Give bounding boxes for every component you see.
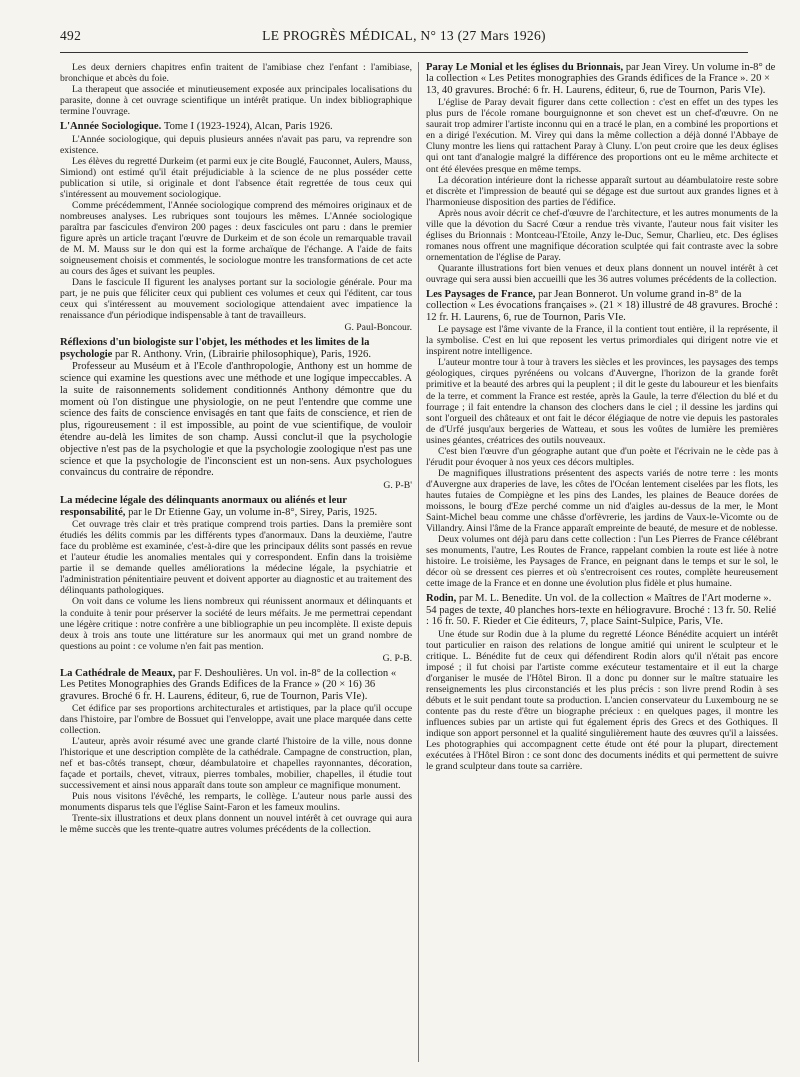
paragraph: Une étude sur Rodin due à la plume du regretté Léonce Bénédite acquiert un intérêt tout particulier en raison des relations de longue amitié qui unirent le sculpteur et le critique. L. Bénédite fut de ceux qui défendirent Rodin alors qu'il n'était pas encore imposé ; il fut choisi par l'artiste comme exécuteur testamentaire et il eut la charge d'organiser le musée de l'Hôtel Biron. Il a donc pu donner sur le maître statuaire les renseignements les plus circonstanciés et les plus précis : son livre prend Rodin à ses débuts et le suit pendant toute sa production. L'ancien conservateur du Luxembourg ne se contente pas du reste d'être un biographe précieux : en quelques pages, il montre les influences subies par un artiste qui fut également épris des Grecs et des Gothiques. Il indique son apport personnel et la qualité singulièrement haute des œuvres qu'il a laissées. Les photographies qui accompagnent cette étude ont été pour la plupart, directement exécutées à l'Hôtel Biron : ce sont donc des documents inédits et qui permettent de suivre le grand sculpteur dans toute sa carrière. (426, 628, 778, 773)
paragraph: Les élèves du regretté Durkeim (et parmi eux je cite Bouglé, Fauconnet, Aulers, Mauss, Simiond) ont estimé qu'il était préjudiciable à la science de ne plus posséder cette publication si utile, si originale et dont l'absence était regrettée de tous ceux qui s'intéressent au mouvement sociologique. (60, 155, 412, 200)
paragraph: L'auteur, après avoir résumé avec une grande clarté l'histoire de la ville, nous donne l'historique et une description complète de la cathédrale. Campagne de construction, plan, nef et bas-côtés transept, chœur, déambulatoire et chapelles rayonnantes, décoration, façade et portails, chevet, vitraux, pierres tombales, mobilier, chapelles, il étudie tout successivement et ainsi nous apparaît dans toute son ampleur ce magnifique monument. (60, 736, 412, 792)
paragraph: Quarante illustrations fort bien venues et deux plans donnent un nouvel intérêt à cet ouvrage qui sera aussi bien accueilli que les 36 autres volumes précédents de la collection. (426, 262, 778, 285)
paragraph: Le paysage est l'âme vivante de la France, il la contient tout entière, il la représente, il la symbolise. C'est en lui que reposent les vertus primordiales qui dirigent notre vie et inspirent notre intelligence. (426, 324, 778, 358)
review-heading-reflexions-biologiste (60, 337, 412, 360)
review-title: Réflexions d'un biologiste sur l'objet, les méthodes et les limites de la psychologie (60, 337, 370, 360)
header-rule (60, 52, 748, 53)
column-divider (418, 62, 419, 1062)
review-heading-rodin (426, 593, 778, 627)
paragraph: C'est bien l'œuvre d'un géographe autant que d'un poète et l'écrivain ne le cède pas à l'érudit pour évoquer à nos yeux ces décors multiples. (426, 445, 778, 468)
paragraph: Trente-six illustrations et deux plans donnent un nouvel intérêt à cet ouvrage qui aura le même succès que les trente-quatre autres volumes précédents de la collection. (60, 813, 412, 836)
paragraph: L'auteur montre tour à tour à travers les siècles et les provinces, les paysages des temps géologiques, cirques pyrénéens ou volcans d'Auvergne, l'horizon de la grande forêt primitive et la beauté des arbres qui la peuplent ; il dit le geste du laboureur et les bienfaits de la terre, et comment la France est restée, après la Gaule, la terre d'élection du blé et du fourrage ; il fait entendre la chanson des clochers dans le ciel ; il dessine les jardins qui sont l'orgueil des châteaux et ont fait le décor élégiaque de notre vie depuis les pastorales de d'Urfé jusqu'aux bergeries de Watteau, et sous les voûtes de lumière les premières usines géantes, créatrices des outils nouveaux. (426, 357, 778, 446)
review-reference: par Jean Bonnerot. Un volume grand in-8° de la collection « Les évocations françaises ». (21 × 18) illustré de 48 gravures. Broché : 12 fr. H. Laurens, 6, rue de Tournon, Paris VIe. (426, 289, 778, 323)
review-reference: par Jean Virey. Un volume in-8° de la collection « Les Petites monographies des Grands édifices de la France ». 20 × 13, 40 gravures. Broché: 6 fr. H. Laurens, éditeur, 6, rue de Tournon, Paris VIe). (426, 62, 776, 96)
review-reference: par M. L. Benedite. Un vol. de la collection « Maîtres de l'Art moderne ». 54 pages de texte, 40 planches hors-texte en héliogravure. Broché : 13 fr. 50. Relié : 16 fr. 50. F. Rieder et Cie éditeurs, 7, place Saint-Sulpice, Paris, VIe. (426, 593, 777, 628)
review-title: La Cathédrale de Meaux, (60, 667, 176, 679)
review-title: Paray Le Monial et les églises du Brionnais, (426, 62, 624, 73)
paragraph: Comme précédemment, l'Année sociologique comprend des mémoires originaux et de nombreuses analyses. Les rubriques sont toujours les mêmes. L'Année sociologique paraîtra par fascicules d'environ 200 pages : deux fascicules ont paru : dans le premier figure après un article traçant l'œuvre de Durkeim et de son école un remarquable travail de M. M. Mauss sur le don qui est la forme archaïque de l'échange. A l'aide de faits soigneusement choisis et commentés, le sociologue montre les transformations de cet acte au cours des âges et suivant les peuples. (60, 199, 412, 278)
review-reference: Tome I (1923-1924), Alcan, Paris 1926. (163, 121, 333, 133)
review-signature: G. P-B' (383, 480, 412, 492)
page-header (60, 28, 748, 44)
paragraph: Dans le fascicule II figurent les analyses portant sur la sociologie générale. Pour ma part, je ne puis que féliciter ceux qui publient ces volumes et ceux qui l'éditent, car tous ceux qui s'intéressent au mouvement sociologique attendaient avec impatience la renaissance d'un périodique indispensable à tant de travailleurs. (60, 277, 412, 322)
paragraph: L'église de Paray devait figurer dans cette collection : c'est en effet un des types les plus purs de l'école romane bourguignonne et son chevet est un chef-d'œuvre. On ne saurait trop admirer l'artiste inconnu qui en a tracé le plan, en a combiné les proportions et en a dirigé l'exécution. M. Virey qui dans la même collection a déjà donné l'Abbaye de Cluny montre les liens qui rattachent Paray à Cluny. L'on peut croire que les deux églises qui ont tant d'analogie malgré la différence des proportions ont eu le même architecte et ont été élevées presque en même temps. (426, 97, 778, 175)
review-heading-annee-sociologique (60, 121, 412, 132)
paragraph: Professeur au Muséum et à l'Ecole d'anthropologie, Anthony est un homme de science qui examine les questions avec une méthode et une logique impeccables. A la suite de raisonnements solidement conditionnés Anthony démontre que du moment où l'on distingue une physiologie, on ne peut l'entendre que comme une science des faits de conscience envisagés en tant que faits de conscience, et rien de plus, rigoureusement : il est impossible, au point de vue scientifique, de vouloir étendre au-delà les limites de son champ. Aussi conclut-il que la psychologie objective n'est pas de la psychologie et que la psychologie zoologique n'est pas une science et que la psychologie de l'inconscient est un non-sens. Aux psychologues convaincus du contraire de répondre. (60, 361, 412, 479)
review-title: Rodin, (426, 593, 457, 605)
review-title: La médecine légale des délinquants anormaux ou aliénés et leur responsabilité, (60, 495, 347, 518)
review-reference: par le Dr Etienne Gay, un volume in-8°, Sirey, Paris, 1925. (128, 506, 378, 518)
paragraph: De magnifiques illustrations présentent des aspects variés de notre terre : les monts d'Auvergne aux draperies de lave, les côtes de l'Océan lentement ciselées par les flots, les hautes futaies de Compiègne et les pins des Landes, les plaines de Beauce dorées de moissons, le bourg d'Eze perché comme un nid d'aigles au-dessus de la mer, le Mont Saint-Michel beau comme une châsse d'orfèvrerie, les jardins de Vaux-le-Vicomte ou de Villandry. Ainsi l'âme de la France apparaît empreinte de beauté, de mesure et de noblesse. (426, 467, 778, 535)
review-heading-paray-le-monial (426, 62, 778, 96)
page-number: 492 (60, 28, 82, 43)
review-heading-paysages-de-france (426, 289, 778, 323)
review-signature: G. P-B. (382, 652, 412, 664)
review-reference: par F. Deshoulières. Un vol. in-8° de la collection « Les Petites Monographies des Grands Edifices de la France » (20 × 16) 36 gravures. Broché 6 fr. H. Laurens, éditeur, 6, rue de Tournon, Paris VIe). (60, 667, 397, 702)
paragraph: L'Année sociologique, qui depuis plusieurs années n'avait pas paru, va reprendre son existence. (60, 133, 412, 156)
review-title: L'Année Sociologique. (60, 121, 162, 133)
paragraph: On voit dans ce volume les liens nombreux qui réunissent anormaux et délinquants et la conduite à tenir pour préserver la société de leurs méfaits. Je me permettrai cependant une légère critique : notre confrère a une bibliographie un peu incomplète. Il existe depuis deux à trois ans toute une littérature sur les anormaux qui met un grand nombre de questions au point : ce volume n'en fait pas mention. (60, 596, 412, 652)
paragraph: La décoration intérieure dont la richesse apparaît surtout au déambulatoire reste sobre et discrète et l'impression de beauté qui se dégage est due surtout aux grandes lignes et à l'harmonieuse disposition des parties de l'édifice. (426, 174, 778, 208)
paragraph: Les deux derniers chapitres enfin traitent de l'amibiase chez l'enfant : l'amibiase, bronchique et abcès du foie. (60, 62, 412, 85)
review-title: Les Paysages de France, (426, 289, 536, 301)
paragraph: Deux volumes ont déjà paru dans cette collection : l'un Les Pierres de France célébrant ses monuments, l'autre, Les Routes de France, rappelant combien la route est liée à notre histoire. Le troisième, les Paysages de France, en peignant dans le temps et sur le sol, le décor où se dressent ces pierres et où s'entrecroisent ces routes, complète heureusement cette image de la France et en donne une évolution plus fidèle et plus humaine. (426, 534, 778, 590)
review-signature: G. Paul-Boncour. (344, 322, 412, 334)
journal-title: LE PROGRÈS MÉDICAL, N° 13 (27 Mars 1926) (262, 28, 546, 43)
paragraph: Cet édifice par ses proportions architecturales et artistiques, par la place qu'il occupe dans l'histoire, par l'ombre de Bossuet qui l'enveloppe, avait une place marquée dans cette collection. (60, 702, 412, 737)
left-column (60, 62, 412, 1067)
review-reference: par R. Anthony. Vrin, (Librairie philosophique), Paris, 1926. (115, 348, 371, 360)
right-column (426, 62, 778, 1067)
paragraph: Après nous avoir décrit ce chef-d'œuvre de l'architecture, et les autres monuments de la ville que la dévotion du Sacré Cœur a rendue très vivante, l'auteur nous fait visiter les églises du Brionnais : Montceau-l'Etoile, Anzy le-Duc, Semur, Charlieu, etc. Des églises romanes nous offrent une magnifique décoration sculptée qui fait contraste avec la sobre ornementation de l'église de Paray. (426, 207, 778, 263)
paragraph: Cet ouvrage très clair et très pratique comprend trois parties. Dans la première sont étudiés les délits commis par les différents types d'anormaux. Dans la deuxième, l'autre face du problème est examinée, c'est-à-dire que les principaux délits sont passés en revue et l'auteur étudie les anomalies mentales qui y correspondent. Enfin dans la troisième partie il se demande quelles améliorations la médecine légale, la psychiatrie et l'administration pénitentiaire peuvent et doivent apporter au diagnostic et au traitement des délinquants pathologiques. (60, 519, 412, 597)
paragraph: La therapeut que associée et minutieusement exposée aux principales localisations du parasite, donne à cet ouvrage scientifique un intérêt pratique. Un index bibliographique termine l'ouvrage. (60, 84, 412, 118)
review-heading-medecine-legale (60, 495, 412, 518)
review-heading-cathedrale-meaux (60, 668, 412, 702)
paragraph: Puis nous visitons l'évêché, les remparts, le collège. L'auteur nous parle aussi des monuments disparus tels que l'église Saint-Faron et les fameux moulins. (60, 791, 412, 814)
